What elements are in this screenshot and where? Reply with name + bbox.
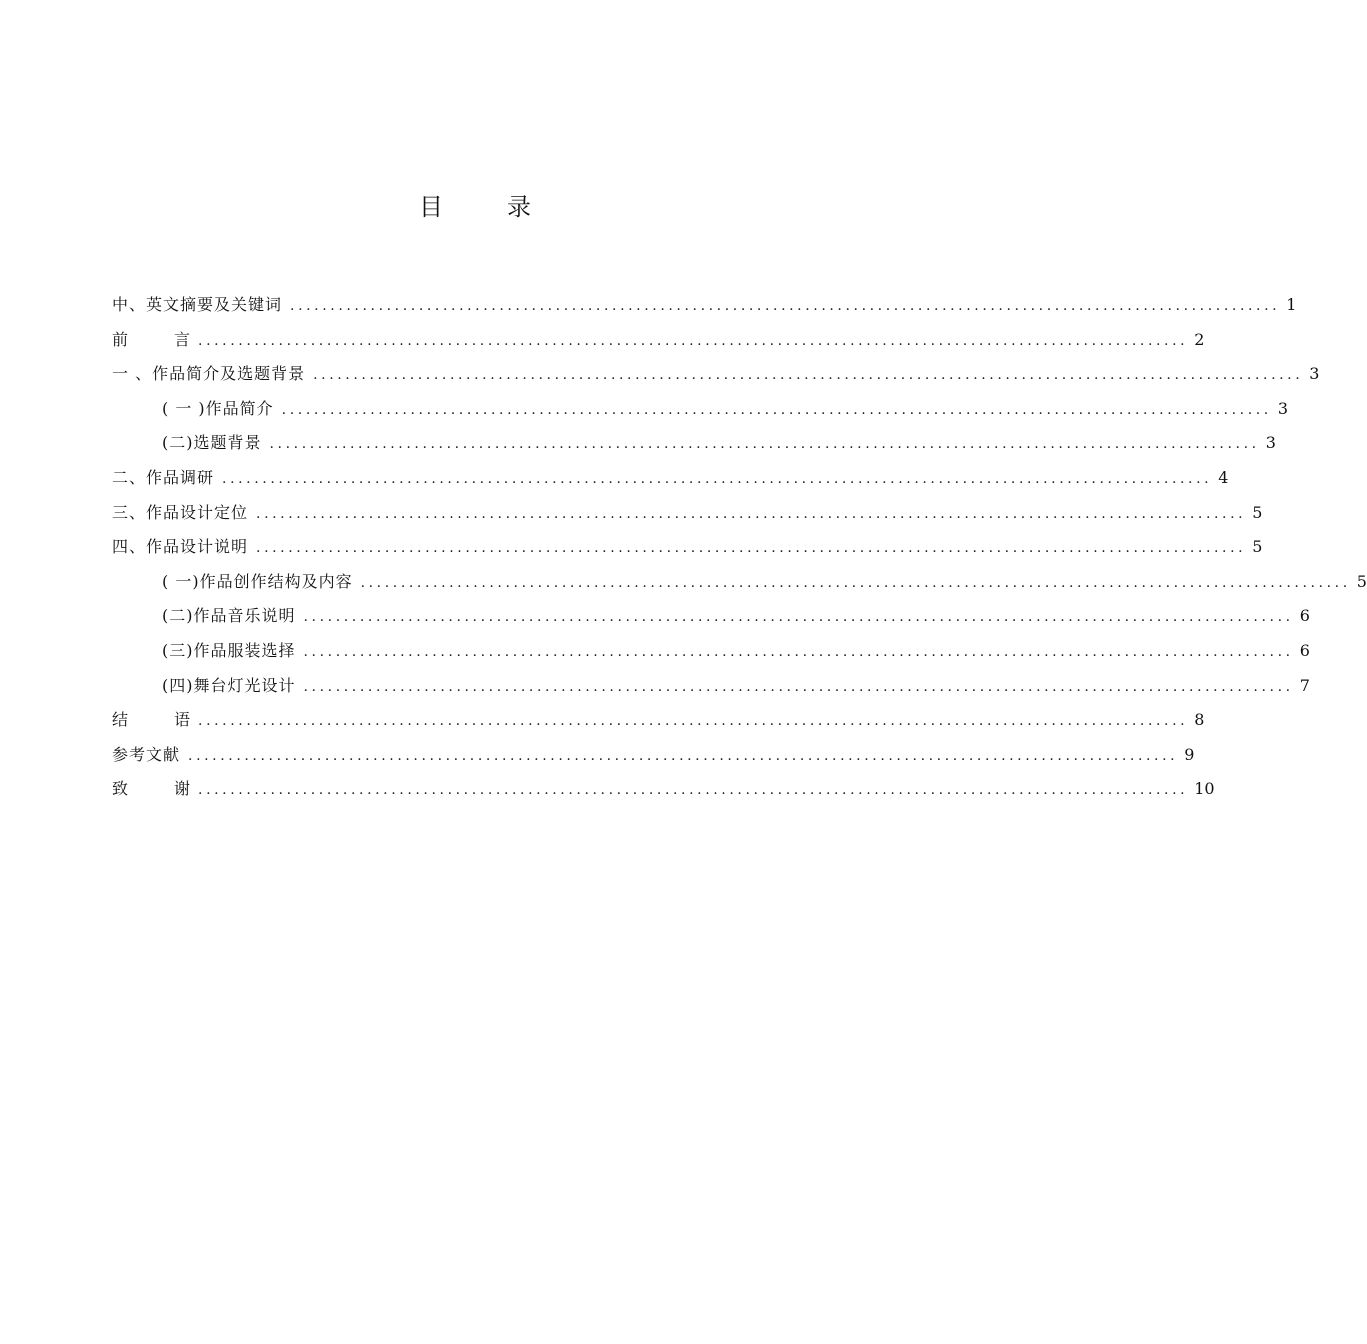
toc-entry-section-2[interactable]: [112, 461, 1229, 496]
toc-entry-section-4[interactable]: [112, 530, 1263, 565]
toc-page-number: 6: [1299, 606, 1310, 626]
toc-entry-label: 一 、作品简介及选题背景: [112, 364, 306, 384]
toc-page-number: 4: [1218, 467, 1229, 487]
toc-page-number: 7: [1299, 675, 1310, 695]
toc-page-number: 5: [1252, 537, 1263, 557]
toc-entry-label: 中、英文摘要及关键词: [112, 295, 283, 314]
toc-entry-section-1[interactable]: [112, 357, 1320, 392]
toc-entry-label: (二)作品音乐说明: [162, 606, 296, 626]
toc-entry-label: 四、作品设计说明: [112, 537, 249, 557]
toc-entry-section-3[interactable]: [112, 496, 1263, 531]
toc-page-number: 9: [1184, 744, 1195, 764]
toc-entry-label: ( 一)作品创作结构及内容: [162, 571, 353, 591]
table-of-contents: [112, 288, 1367, 807]
toc-page-number: 5: [1356, 571, 1367, 591]
toc-leader-dots: ...........................................................................................................................: [360, 574, 1351, 591]
toc-entry-conclusion[interactable]: [112, 703, 1205, 738]
toc-leader-dots: ...........................................................................................................................: [303, 643, 1294, 660]
toc-leader-dots: ...........................................................................................................................: [281, 401, 1272, 418]
toc-title: [0, 190, 950, 224]
toc-title-char-2: 录: [507, 193, 531, 221]
toc-entry-label: 参考文献: [112, 744, 181, 764]
toc-entry-label: ( 一 )作品简介: [162, 398, 274, 418]
toc-leader-dots: ...........................................................................................................................: [313, 367, 1304, 384]
toc-entry-label-part: 致: [112, 779, 129, 799]
toc-leader-dots: ...........................................................................................................................: [269, 436, 1260, 453]
toc-entry-label: 三、作品设计定位: [112, 502, 249, 522]
toc-entry-references[interactable]: [112, 738, 1195, 773]
toc-entry-section-1-1[interactable]: [112, 392, 1289, 427]
toc-entry-label: [112, 703, 190, 738]
toc-title-char-1: 目: [419, 193, 443, 221]
toc-page-number: 10: [1194, 779, 1215, 799]
toc-entry-section-4-4[interactable]: [112, 669, 1310, 704]
toc-leader-dots: ...........................................................................................................................: [198, 713, 1189, 730]
toc-entry-label: 二、作品调研: [112, 467, 215, 487]
toc-leader-dots: ...........................................................................................................................: [222, 470, 1213, 487]
toc-page-number: 3: [1309, 364, 1320, 384]
toc-page-number: 3: [1277, 398, 1289, 418]
toc-entry-acknowledgements[interactable]: [112, 772, 1215, 807]
toc-entry-label: [112, 772, 190, 807]
toc-entry-preface[interactable]: [112, 323, 1205, 358]
toc-leader-dots: ...........................................................................................................................: [198, 332, 1189, 349]
toc-leader-dots: ...........................................................................................................................: [303, 609, 1294, 626]
toc-page-number: 3: [1265, 433, 1276, 453]
toc-entry-label-part: 结: [112, 710, 129, 730]
toc-entry-label-part: 言: [174, 329, 191, 349]
toc-leader-dots: ...........................................................................................................................: [256, 505, 1247, 522]
toc-leader-dots: ...........................................................................................................................: [290, 298, 1281, 314]
toc-page-number: 1: [1286, 295, 1297, 314]
toc-entry-section-4-3[interactable]: [112, 634, 1310, 669]
toc-entry-label: [112, 323, 190, 358]
toc-entry-section-4-2[interactable]: [112, 599, 1310, 634]
toc-entry-section-4-1[interactable]: [112, 565, 1367, 600]
toc-page-number: 6: [1299, 640, 1310, 660]
toc-entry-label-part: 语: [174, 710, 191, 730]
toc-entry-label: (四)舞台灯光设计: [162, 675, 296, 695]
toc-entry-label: (三)作品服装选择: [162, 640, 296, 660]
toc-page-number: 8: [1194, 710, 1205, 730]
toc-entry-label: (二)选题背景: [162, 433, 262, 453]
toc-entry-label-part: 前: [112, 329, 129, 349]
toc-leader-dots: ...........................................................................................................................: [303, 678, 1294, 695]
toc-leader-dots: ...........................................................................................................................: [198, 782, 1189, 799]
toc-page-number: 5: [1252, 502, 1263, 522]
toc-leader-dots: ...........................................................................................................................: [256, 540, 1247, 557]
toc-entry-abstract[interactable]: [112, 288, 1297, 323]
toc-page-number: 2: [1194, 329, 1205, 349]
toc-leader-dots: ...........................................................................................................................: [188, 747, 1179, 764]
toc-entry-section-1-2[interactable]: [112, 426, 1276, 461]
toc-entry-label-part: 谢: [174, 779, 191, 799]
